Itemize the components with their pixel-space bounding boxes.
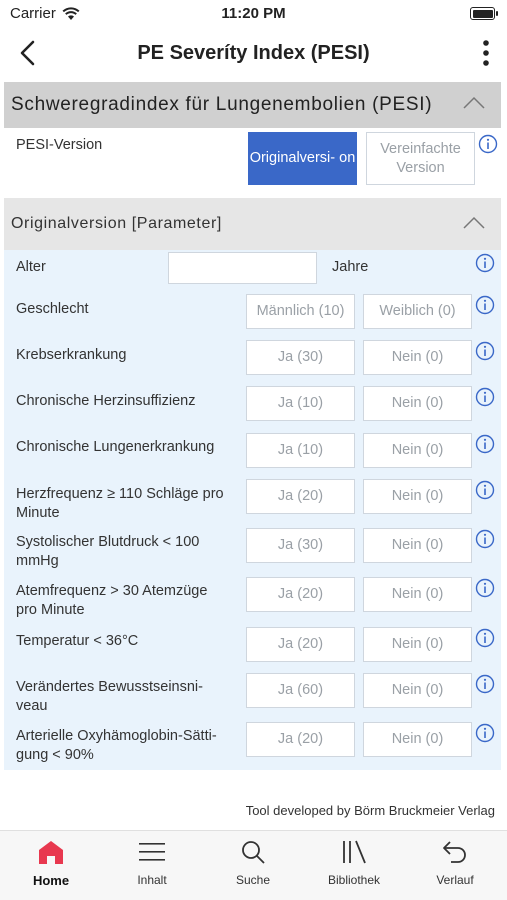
age-input[interactable] (168, 252, 317, 284)
age-unit-label: Jahre (332, 259, 369, 275)
tab-inhalt[interactable] (112, 839, 192, 887)
parameter-option-2[interactable]: Weiblich (0) (363, 294, 472, 329)
parameters-section-title: Originalversion [Parameter] (11, 215, 222, 232)
parameters-panel (4, 250, 501, 770)
info-icon[interactable] (475, 578, 495, 598)
info-icon[interactable] (475, 387, 495, 407)
parameter-option-2[interactable]: Nein (0) (363, 673, 472, 708)
home-icon (37, 839, 65, 865)
nav-bar (0, 28, 507, 80)
info-icon[interactable] (475, 295, 495, 315)
parameter-label: Systolischer Blutdruck < 100 mmHg (16, 534, 200, 569)
parameter-label: Herzfrequenz ≥ 110 Schläge pro Minute (16, 486, 224, 521)
parameter-label: Krebserkrankung (16, 347, 127, 363)
info-icon[interactable] (475, 480, 495, 500)
age-label: Alter (16, 259, 46, 275)
info-icon[interactable] (478, 134, 498, 154)
parameter-label: Arterielle Oxyhämoglobin-Sätti- gung < 90% (16, 728, 217, 763)
info-icon[interactable] (475, 674, 495, 694)
more-options-icon[interactable] (479, 38, 493, 68)
status-time: 11:20 PM (221, 5, 286, 22)
version-row (4, 128, 501, 196)
original-version-button[interactable]: Originalversi- on (248, 132, 357, 185)
battery-icon (470, 7, 495, 20)
parameter-option-2[interactable]: Nein (0) (363, 722, 472, 757)
parameter-option-2[interactable]: Nein (0) (363, 577, 472, 612)
status-bar (0, 0, 507, 28)
version-label: PESI-Version (16, 137, 103, 153)
parameter-label: Geschlecht (16, 301, 89, 317)
parameter-option-2[interactable]: Nein (0) (363, 433, 472, 468)
menu-icon (138, 839, 166, 865)
tab-verlauf[interactable] (415, 839, 495, 887)
parameter-option-1[interactable]: Männlich (10) (246, 294, 355, 329)
pesi-section-header[interactable] (4, 82, 501, 128)
parameter-option-1[interactable]: Ja (20) (246, 577, 355, 612)
tab-verlauf-label: Verlauf (436, 873, 474, 887)
parameter-option-1[interactable]: Ja (60) (246, 673, 355, 708)
parameter-option-2[interactable]: Nein (0) (363, 386, 472, 421)
parameters-section (4, 198, 501, 770)
tab-bibliothek[interactable] (314, 839, 394, 887)
search-icon (239, 839, 267, 865)
parameter-option-2[interactable]: Nein (0) (363, 627, 472, 662)
info-icon[interactable] (475, 341, 495, 361)
parameter-label: Temperatur < 36°C (16, 633, 139, 649)
tab-suche[interactable] (213, 839, 293, 887)
history-icon (441, 839, 469, 865)
parameter-label: Verändertes Bewusstseinsni- veau (16, 679, 203, 714)
tab-bibliothek-label: Bibliothek (327, 873, 381, 887)
chevron-up-icon[interactable] (463, 96, 485, 110)
parameter-option-2[interactable]: Nein (0) (363, 340, 472, 375)
tab-inhalt-label: Inhalt (137, 873, 167, 887)
parameter-label: Chronische Herzinsuffizienz (16, 393, 196, 409)
info-icon[interactable] (475, 434, 495, 454)
parameter-option-1[interactable]: Ja (10) (246, 386, 355, 421)
footer-credit: Tool developed by Börm Bruckmeier Verlag (245, 803, 495, 818)
tab-home[interactable] (11, 839, 91, 888)
carrier-label: Carrier (10, 5, 56, 22)
parameter-label: Chronische Lungenerkrankung (16, 439, 215, 455)
parameter-option-2[interactable]: Nein (0) (363, 528, 472, 563)
parameters-section-header[interactable] (4, 198, 501, 250)
tab-bar (0, 830, 507, 900)
info-icon[interactable] (475, 253, 495, 273)
info-icon[interactable] (475, 529, 495, 549)
info-icon[interactable] (475, 628, 495, 648)
pesi-section (4, 82, 501, 196)
parameter-option-1[interactable]: Ja (10) (246, 433, 355, 468)
parameter-option-2[interactable]: Nein (0) (363, 479, 472, 514)
chevron-up-icon[interactable] (463, 216, 485, 230)
parameter-option-1[interactable]: Ja (20) (246, 722, 355, 757)
parameter-label: Atemfrequenz > 30 Atemzüge pro Minute (16, 583, 208, 618)
parameter-option-1[interactable]: Ja (30) (246, 340, 355, 375)
library-icon (340, 839, 368, 865)
simplified-version-button[interactable]: Vereinfachte Version (366, 132, 475, 185)
pesi-section-title: Schweregradindex für Lungenembolien (PESI) (11, 94, 433, 115)
parameter-option-1[interactable]: Ja (20) (246, 627, 355, 662)
tab-suche-label: Suche (235, 873, 271, 887)
parameter-option-1[interactable]: Ja (20) (246, 479, 355, 514)
info-icon[interactable] (475, 723, 495, 743)
parameter-option-1[interactable]: Ja (30) (246, 528, 355, 563)
tab-home-label: Home (32, 873, 70, 888)
page-title: PE Severíty Index (PESI) (137, 42, 370, 64)
